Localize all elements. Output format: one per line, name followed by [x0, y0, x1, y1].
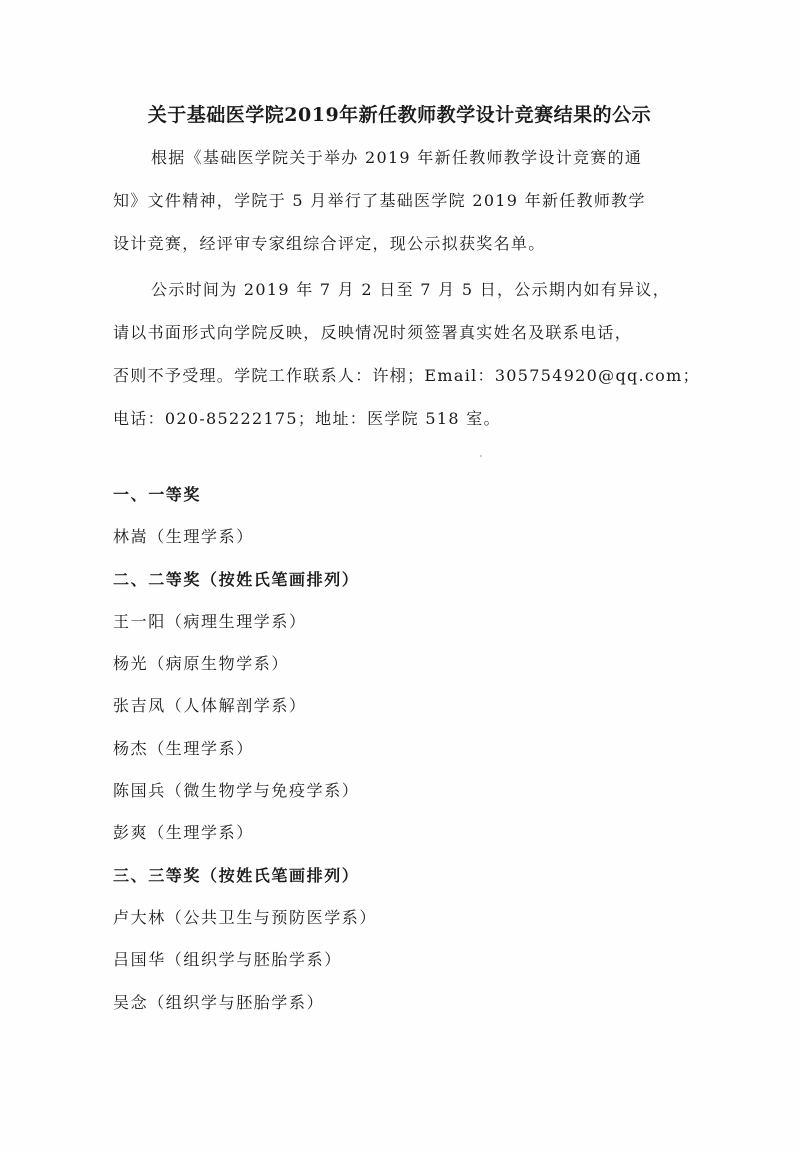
first-prize-heading: 一、一等奖	[113, 485, 202, 504]
winner-item: 卢大林（公共卫生与预防医学系）	[113, 907, 378, 927]
winner-item: 吴念（组织学与胚胎学系）	[113, 992, 325, 1012]
scan-speck	[480, 455, 482, 457]
paragraph-line: 否则不予受理。学院工作联系人：许栩；Email：305754920@qq.com；	[113, 366, 700, 385]
third-prize-heading: 三、三等奖（按姓氏笔画排列）	[113, 865, 360, 885]
paragraph-line: 知》文件精神，学院于 5 月举行了基础医学院 2019 年新任教师教学	[113, 191, 646, 210]
winner-item: 张吉凤（人体解剖学系）	[113, 696, 307, 716]
paragraph-line: 公示时间为 2019 年 7 月 2 日至 7 月 5 日，公示期内如有异议，	[151, 280, 670, 299]
paragraph-announcement	[113, 136, 673, 265]
paragraph-line: 根据《基础医学院关于举办 2019 年新任教师教学设计竞赛的通	[151, 148, 643, 167]
paragraph-line: 请以书面形式向学院反映，反映情况时须签署真实姓名及联系电话，	[113, 323, 633, 342]
winner-item: 王一阳（病理生理学系）	[113, 611, 307, 631]
winner-item: 彭爽（生理学系）	[113, 823, 254, 843]
winner-item: 陈国兵（微生物学与免疫学系）	[113, 781, 360, 801]
winner-item: 吕国华（组织学与胚胎学系）	[113, 950, 342, 970]
winner-item: 杨光（病原生物学系）	[113, 654, 290, 674]
winner-item: 杨杰（生理学系）	[113, 738, 254, 758]
winner-item: 林嵩（生理学系）	[113, 527, 254, 547]
paragraph-notice-period	[113, 268, 700, 440]
page-title: 关于基础医学院2019年新任教师教学设计竞赛结果的公示	[147, 104, 652, 126]
second-prize-heading: 二、二等奖（按姓氏笔画排列）	[113, 569, 360, 589]
paragraph-line: 设计竞赛，经评审专家组综合评定，现公示拟获奖名单。	[113, 234, 546, 253]
paragraph-line: 电话：020-85222175；地址：医学院 518 室。	[113, 409, 501, 428]
award-list	[113, 474, 673, 1024]
